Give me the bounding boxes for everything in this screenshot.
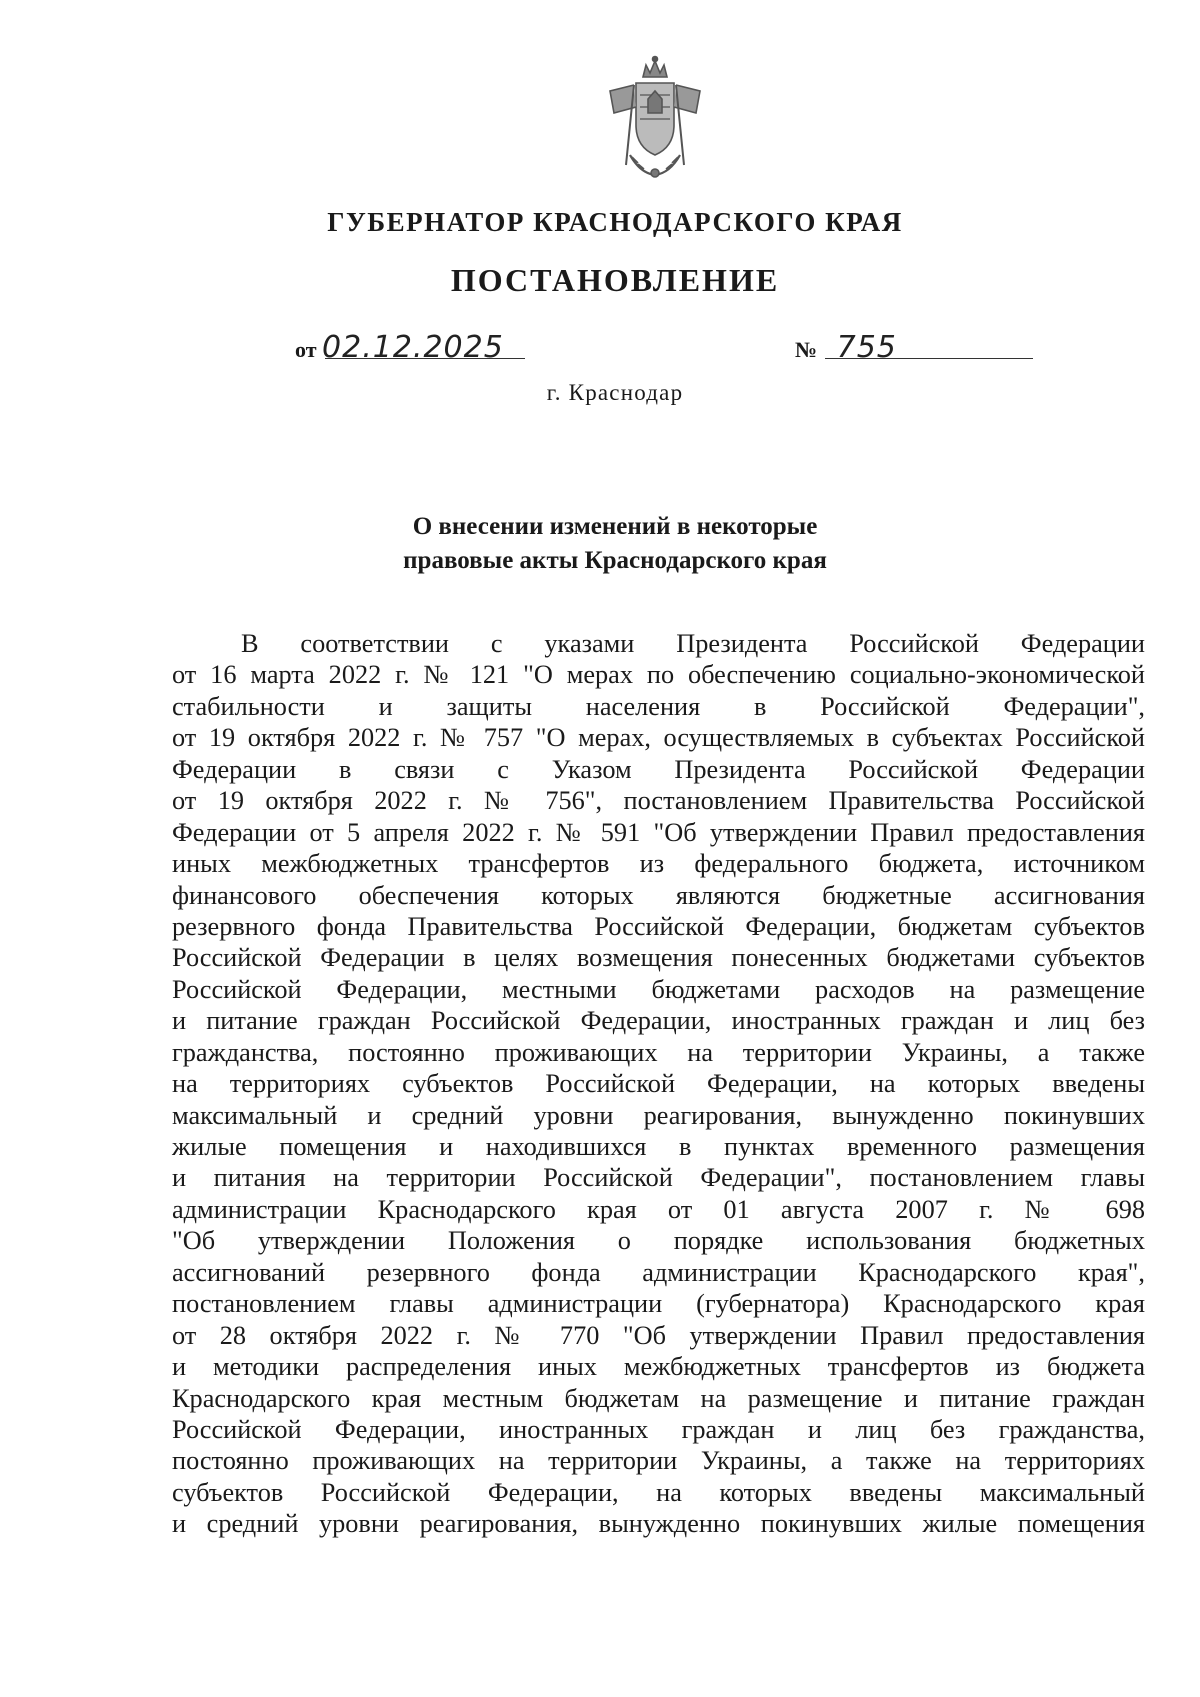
handwritten-date: 02.12.2025 <box>322 330 504 365</box>
body-line: Федерации в связи с Указом Президента Российской Федерации <box>172 754 1145 784</box>
number-prefix: № <box>795 337 818 362</box>
krasnodar-coat-of-arms-icon <box>600 55 710 185</box>
body-line: резервного фонда Правительства Российской Федерации, бюджетам субъектов <box>172 911 1145 941</box>
body-line: В соответствии с указами Президента Российской Федерации <box>241 629 1145 658</box>
body-line: "Об утверждении Положения о порядке использования бюджетных <box>172 1226 1145 1256</box>
body-line: Российской Федерации в целях возмещения понесенных бюджетами субъектов <box>172 943 1145 973</box>
body-line: постановлением главы администрации (губернатора) Краснодарского края <box>172 1289 1145 1319</box>
title-line-1: О внесении изменений в некоторые <box>412 513 818 540</box>
date-row <box>295 330 504 365</box>
body-line: Краснодарского края местным бюджетам на размещение и питание граждан <box>172 1383 1145 1413</box>
body-line: и питания на территории Российской Федерации", постановлением главы <box>172 1163 1145 1193</box>
body-line: жилые помещения и находившихся в пунктах временного размещения <box>172 1132 1145 1161</box>
number-underline <box>825 358 1033 359</box>
body-line: максимальный и средний уровни реагирования, вынужденно покинувших <box>172 1100 1145 1130</box>
body-line: и средний уровни реагирования, вынужденно покинувших жилые помещения <box>172 1509 1145 1539</box>
body-line: финансового обеспечения которых являются бюджетные ассигнования <box>172 880 1145 910</box>
body-line: администрации Краснодарского края от 01 августа 2007 г. № 698 <box>172 1194 1145 1224</box>
handwritten-number: 755 <box>836 330 897 365</box>
body-line: Российской Федерации, иностранных граждан и лиц без гражданства, <box>172 1414 1145 1444</box>
body-line: и питание граждан Российской Федерации, иностранных граждан и лиц без <box>172 1006 1145 1036</box>
body-line: стабильности и защиты населения в Российской Федерации", <box>172 691 1145 721</box>
city-line: г. Краснодар <box>546 380 684 405</box>
body-line: ассигнований резервного фонда администрации Краснодарского края", <box>172 1257 1145 1287</box>
title-line-2: правовые акты Краснодарского края <box>403 547 827 574</box>
body-line: субъектов Российской Федерации, на которых введены максимальный <box>172 1477 1145 1507</box>
document-type-heading: ПОСТАНОВЛЕНИЕ <box>450 262 780 298</box>
date-prefix: от <box>295 337 317 362</box>
body-line: Российской Федерации, местными бюджетами расходов на размещение <box>172 974 1145 1004</box>
body-text <box>172 628 1145 1540</box>
body-line: на территориях субъектов Российской Федерации, на которых введены <box>172 1069 1145 1099</box>
number-row <box>795 330 897 365</box>
body-line: и методики распределения иных межбюджетных трансфертов из бюджета <box>172 1352 1145 1382</box>
body-line: от 19 октября 2022 г. № 757 "О мерах, осуществляемых в субъектах Российской <box>172 723 1145 753</box>
body-line: иных межбюджетных трансфертов из федерального бюджета, источником <box>172 849 1145 879</box>
body-line: от 16 марта 2022 г. № 121 "О мерах по обеспечению социально-экономической <box>172 660 1145 690</box>
body-line: от 28 октября 2022 г. № 770 "Об утверждении Правил предоставления <box>172 1320 1145 1350</box>
date-underline <box>325 358 525 359</box>
body-line: Федерации от 5 апреля 2022 г. № 591 "Об утверждении Правил предоставления <box>172 817 1145 847</box>
body-line: гражданства, постоянно проживающих на территории Украины, а также <box>172 1037 1145 1067</box>
body-line: постоянно проживающих на территории Украины, а также на территориях <box>172 1446 1145 1476</box>
authority-heading: ГУБЕРНАТОР КРАСНОДАРСКОГО КРАЯ <box>327 207 903 237</box>
body-line: от 19 октября 2022 г. № 756", постановлением Правительства Российской <box>172 786 1145 816</box>
document-title <box>0 510 1200 578</box>
